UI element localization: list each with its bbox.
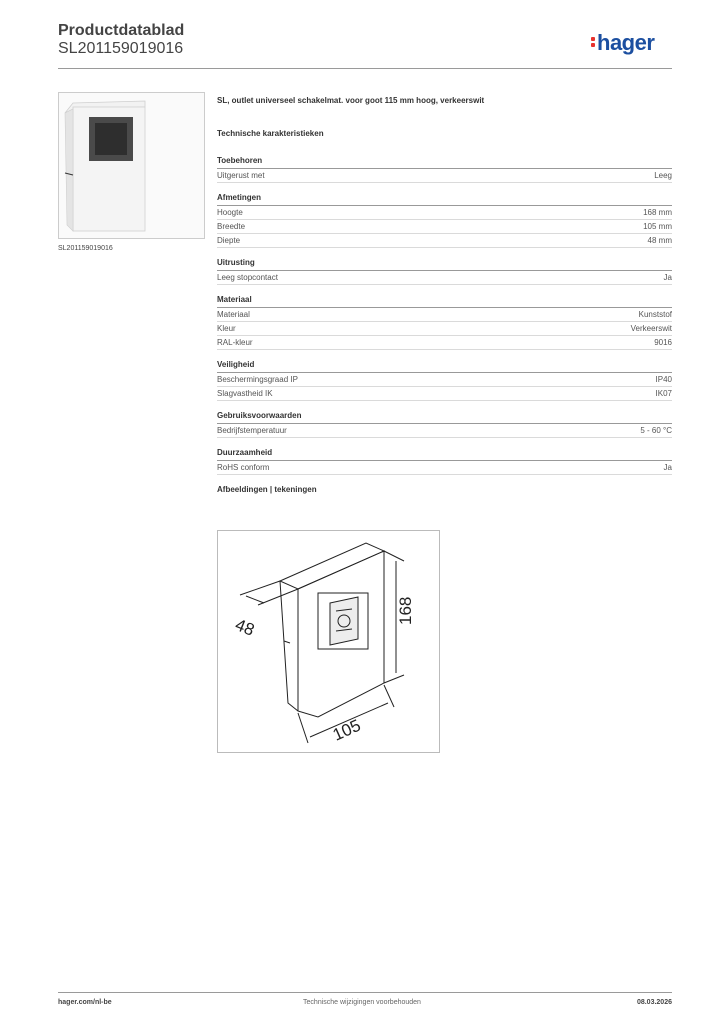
spec-label: Beschermingsgraad IP <box>217 375 298 384</box>
spec-value: Ja <box>663 463 672 472</box>
page-title: Productdatablad <box>58 22 185 39</box>
spec-row <box>217 322 672 336</box>
section-duurzaamheid <box>217 448 672 475</box>
spec-value: IP40 <box>655 375 672 384</box>
spec-row <box>217 461 672 475</box>
spec-label: Diepte <box>217 236 241 245</box>
spec-value: 48 mm <box>647 236 672 245</box>
spec-value: Kunststof <box>638 310 672 319</box>
technical-drawing <box>217 530 440 753</box>
section-gebruiksvoorwaarden <box>217 411 672 438</box>
spec-label: Slagvastheid IK <box>217 389 273 398</box>
section-title: Materiaal <box>217 295 672 308</box>
logo-text: hager <box>597 30 655 55</box>
spec-label: RoHS conform <box>217 463 270 472</box>
section-afmetingen <box>217 193 672 248</box>
photo-caption: SL201159019016 <box>58 245 113 252</box>
footer-website-link[interactable]: hager.com/nl-be <box>58 999 112 1006</box>
product-description: SL, outlet universeel schakelmat. voor goot 115 mm hoog, verkeerswit <box>217 96 485 105</box>
spec-label: Bedrijfstemperatuur <box>217 426 287 435</box>
width-dimension-label: 105 <box>329 715 364 745</box>
spec-value: 168 mm <box>643 208 672 217</box>
logo-dots-icon <box>591 35 597 49</box>
footer-date: 08.03.2026 <box>636 999 672 1006</box>
spec-label: Materiaal <box>217 310 250 319</box>
spec-value: Ja <box>663 273 672 282</box>
section-title: Uitrusting <box>217 258 672 271</box>
depth-dimension-label: 48 <box>232 615 258 640</box>
section-title: Veiligheid <box>217 360 672 373</box>
section-materiaal <box>217 295 672 350</box>
spec-label: RAL-kleur <box>217 338 253 347</box>
spec-row <box>217 220 672 234</box>
section-toebehoren <box>217 156 672 183</box>
section-title: Gebruiksvoorwaarden <box>217 411 672 424</box>
spec-row <box>217 271 672 285</box>
spec-row <box>217 234 672 248</box>
section-title: Duurzaamheid <box>217 448 672 461</box>
hager-logo <box>591 30 654 56</box>
spec-value: Leeg <box>654 171 672 180</box>
technical-title: Technische karakteristieken <box>217 129 324 138</box>
spec-value: Verkeerswit <box>630 324 672 333</box>
spec-row <box>217 308 672 322</box>
height-dimension-label: 168 <box>396 596 415 625</box>
spec-row <box>217 169 672 183</box>
spec-value: IK07 <box>655 389 672 398</box>
spec-row <box>217 206 672 220</box>
product-code: SL201159019016 <box>58 40 184 57</box>
section-veiligheid <box>217 360 672 401</box>
spec-label: Leeg stopcontact <box>217 273 278 282</box>
spec-label: Hoogte <box>217 208 243 217</box>
header-divider <box>58 68 672 69</box>
spec-value: 9016 <box>654 338 672 347</box>
footer-divider <box>58 992 672 993</box>
spec-label: Kleur <box>217 324 236 333</box>
spec-row <box>217 336 672 350</box>
specifications <box>217 96 672 494</box>
spec-value: 5 - 60 °C <box>640 426 672 435</box>
footer-disclaimer: Technische wijzigingen voorbehouden <box>303 999 421 1006</box>
section-title: Afmetingen <box>217 193 672 206</box>
product-photo <box>58 92 205 239</box>
spec-row <box>217 424 672 438</box>
spec-row <box>217 387 672 401</box>
spec-value: 105 mm <box>643 222 672 231</box>
section-title: Toebehoren <box>217 156 672 169</box>
spec-label: Uitgerust met <box>217 171 265 180</box>
section-uitrusting <box>217 258 672 285</box>
images-title: Afbeeldingen | tekeningen <box>217 485 317 494</box>
spec-label: Breedte <box>217 222 246 231</box>
spec-row <box>217 373 672 387</box>
